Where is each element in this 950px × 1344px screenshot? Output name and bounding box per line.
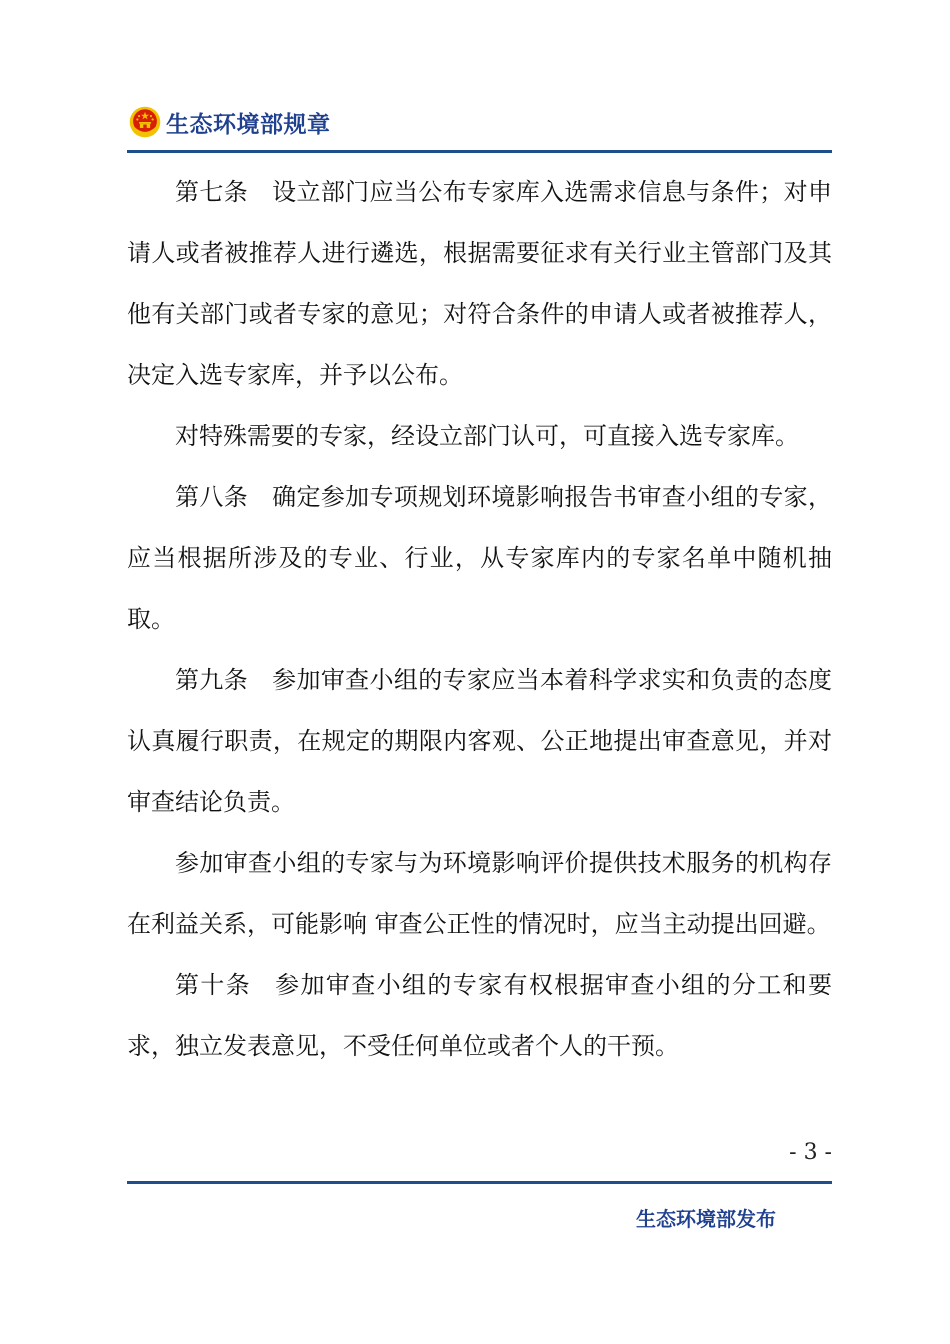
- article-paragraph: [127, 162, 832, 406]
- paragraph-text: 参加审查小组的专家有权根据审查小组的分工和要求，独立发表意见，不受任何单位或者个人的干预。: [127, 971, 832, 1060]
- article-number: 第八条: [175, 483, 249, 511]
- paragraph-text: 参加审查小组的专家应当本着科学求实和负责的态度认真履行职责，在规定的期限内客观、公正地提出审查意见，并对审查结论负责。: [127, 666, 833, 816]
- footer-divider: [127, 1181, 832, 1184]
- header-title: 生态环境部规章: [166, 111, 331, 138]
- article-number: 第十条: [175, 971, 252, 999]
- document-body: [127, 162, 832, 1077]
- article-paragraph: [127, 650, 832, 833]
- header-divider: [127, 150, 832, 153]
- paragraph-text: 确定参加专项规划环境影响报告书审查小组的专家，应当根据所涉及的专业、行业，从专家库内的专家名单中随机抽取。: [127, 483, 833, 633]
- article-number: 第九条: [175, 666, 249, 694]
- footer-publisher: 生态环境部发布: [636, 1207, 776, 1231]
- paragraph-text: 参加审查小组的专家与为环境影响评价提供技术服务的机构存在利益关系，可能影响 审查公正性的情况时，应当主动提出回避。: [127, 849, 832, 938]
- paragraph-text: 对特殊需要的专家，经设立部门认可，可直接入选专家库。: [175, 422, 799, 450]
- paragraph: [127, 833, 832, 955]
- article-paragraph: [127, 467, 832, 650]
- article-number: 第七条: [175, 178, 249, 206]
- paragraph: [127, 406, 832, 467]
- page-number: - 3 -: [789, 1140, 832, 1165]
- article-paragraph: [127, 955, 832, 1077]
- national-emblem-icon: [128, 105, 162, 139]
- paragraph-text: 设立部门应当公布专家库入选需求信息与条件；对申请人或者被推荐人进行遴选，根据需要征求有关行业主管部门及其他有关部门或者专家的意见；对符合条件的申请人或者被推荐人，决定入选专家库，并予以公布。: [127, 178, 833, 389]
- document-header: [128, 100, 331, 144]
